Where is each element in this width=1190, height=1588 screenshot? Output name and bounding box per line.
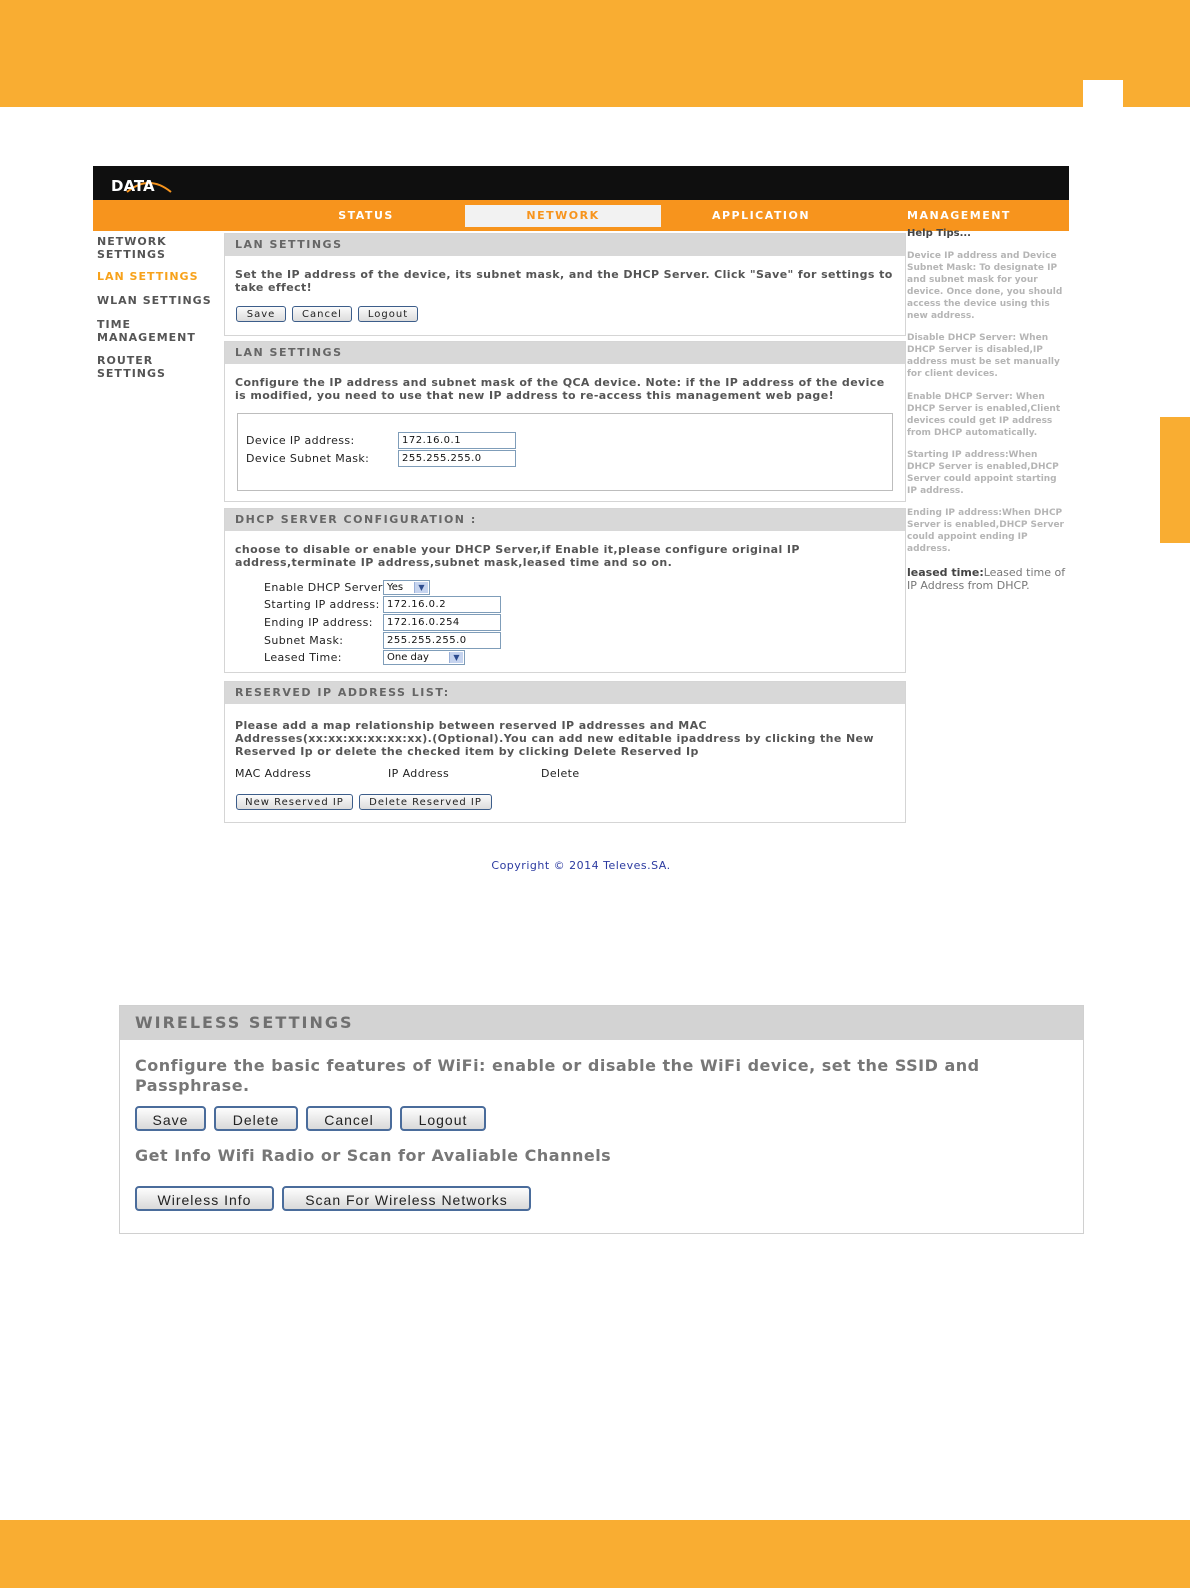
wireless-save-button[interactable]: Save [135,1106,206,1131]
col-delete: Delete [541,767,580,780]
panel-title: RESERVED IP ADDRESS LIST: [225,682,905,704]
chevron-down-icon: ▼ [414,582,428,593]
new-reserved-ip-button[interactable]: New Reserved IP [236,794,353,810]
col-mac-address: MAC Address [235,767,312,780]
page-footer-band [0,1520,1190,1588]
help-tip: Disable DHCP Server: When DHCP Server is disabled,IP address must be set manually for client devices. [907,333,1060,379]
page-number-box [1083,80,1123,107]
help-tip: Starting IP address:When DHCP Server is enabled,DHCP Server could appoint starting IP address. [907,450,1059,496]
help-leased-text: Leased time of IP Address from DHCP. [907,566,1066,592]
logo-text: DATA [111,177,155,195]
menu-wlan-settings[interactable]: WLAN SETTINGS [97,294,212,307]
panel-description: Configure the IP address and subnet mask of the QCA device. Note: if the IP address of the device is modified, you need to use that new IP address to re-access this management web page! [235,376,885,402]
enable-dhcp-value: Yes [387,582,404,593]
scan-wireless-networks-button[interactable]: Scan For Wireless Networks [282,1186,531,1211]
panel-description: Please add a map relationship between reserved IP addresses and MAC Addresses(xx:xx:xx:xx:xx:xx).(Optional).You can add new editable ipaddress by clicking the New Reserved Ip or delete the checked item by clicking Delete Reserved Ip [235,719,874,758]
dhcp-mask-label: Subnet Mask: [264,634,344,647]
help-tip: Device IP address and Device Subnet Mask: To designate IP and subnet mask for your device. Once done, you should access the device using this new address. [907,251,1063,321]
wireless-description: Configure the basic features of WiFi: enable or disable the WiFi device, set the SSID and Passphrase. [135,1056,980,1095]
lease-time-label: Leased Time: [264,651,342,664]
wireless-info-button[interactable]: Wireless Info [135,1186,274,1211]
data-logo [109,172,173,196]
page-header-band [0,0,1190,107]
start-ip-input[interactable]: 172.16.0.2 [383,596,501,613]
help-tip: Ending IP address:When DHCP Server is enabled,DHCP Server could appoint ending IP address. [907,508,1064,554]
panel-title: LAN SETTINGS [225,342,905,364]
main-nav [93,200,1069,231]
reserved-ip-panel [224,681,906,823]
chapter-side-tab [1160,417,1190,543]
panel-description: choose to disable or enable your DHCP Server,if Enable it,please configure original IP address,terminate IP address,subnet mask,leased time and so on. [235,543,800,569]
help-leased-term: leased time: [907,566,984,579]
menu-lan-settings[interactable]: LAN SETTINGS [97,270,199,283]
wireless-delete-button[interactable]: Delete [214,1106,298,1131]
lease-time-select[interactable] [383,650,465,665]
col-ip-address: IP Address [388,767,450,780]
wireless-title: WIRELESS SETTINGS [120,1006,1083,1040]
wireless-logout-button[interactable]: Logout [400,1106,486,1131]
subnet-mask-input[interactable]: 255.255.255.0 [398,450,516,467]
delete-reserved-ip-button[interactable]: Delete Reserved IP [359,794,492,810]
menu-time-management[interactable]: TIME MANAGEMENT [97,318,196,344]
cancel-button[interactable]: Cancel [292,306,352,322]
enable-dhcp-select[interactable] [383,580,430,595]
nav-status[interactable]: STATUS [338,209,394,222]
lan-ip-panel [224,341,906,502]
menu-network-settings[interactable]: NETWORK SETTINGS [97,235,167,261]
enable-dhcp-label: Enable DHCP Server [264,581,383,594]
dhcp-panel [224,508,906,673]
router-ui-screenshot [93,166,1069,880]
nav-application[interactable]: APPLICATION [711,209,811,222]
help-leased-time [907,566,1067,592]
panel-title: DHCP SERVER CONFIGURATION : [225,509,905,531]
brand-bar [93,166,1069,200]
nav-network[interactable]: NETWORK [465,205,661,227]
help-tip: Enable DHCP Server: When DHCP Server is enabled,Client devices could get IP address from DHCP automatically. [907,392,1061,438]
logout-button[interactable]: Logout [358,306,418,322]
menu-router-settings[interactable]: ROUTER SETTINGS [97,354,166,380]
end-ip-input[interactable]: 172.16.0.254 [383,614,501,631]
help-title: Help Tips... [907,228,971,239]
wireless-info-text: Get Info Wifi Radio or Scan for Avaliable Channels [135,1146,612,1165]
save-button[interactable]: Save [236,306,286,322]
wireless-settings-screenshot [119,1005,1084,1234]
device-ip-label: Device IP address: [246,434,355,447]
copyright: Copyright © 2014 Televes.SA. [491,859,671,872]
panel-description: Set the IP address of the device, its subnet mask, and the DHCP Server. Click "Save" for settings to take effect! [235,268,893,294]
chevron-down-icon: ▼ [449,652,463,663]
panel-title: LAN SETTINGS [225,234,905,256]
end-ip-label: Ending IP address: [264,616,373,629]
start-ip-label: Starting IP address: [264,598,380,611]
device-ip-input[interactable]: 172.16.0.1 [398,432,516,449]
subnet-mask-label: Device Subnet Mask: [246,452,370,465]
wireless-cancel-button[interactable]: Cancel [306,1106,392,1131]
lan-settings-panel [224,233,906,336]
dhcp-mask-input[interactable]: 255.255.255.0 [383,632,501,649]
lease-time-value: One day [387,652,429,663]
nav-management[interactable]: MANAGEMENT [907,209,1011,222]
